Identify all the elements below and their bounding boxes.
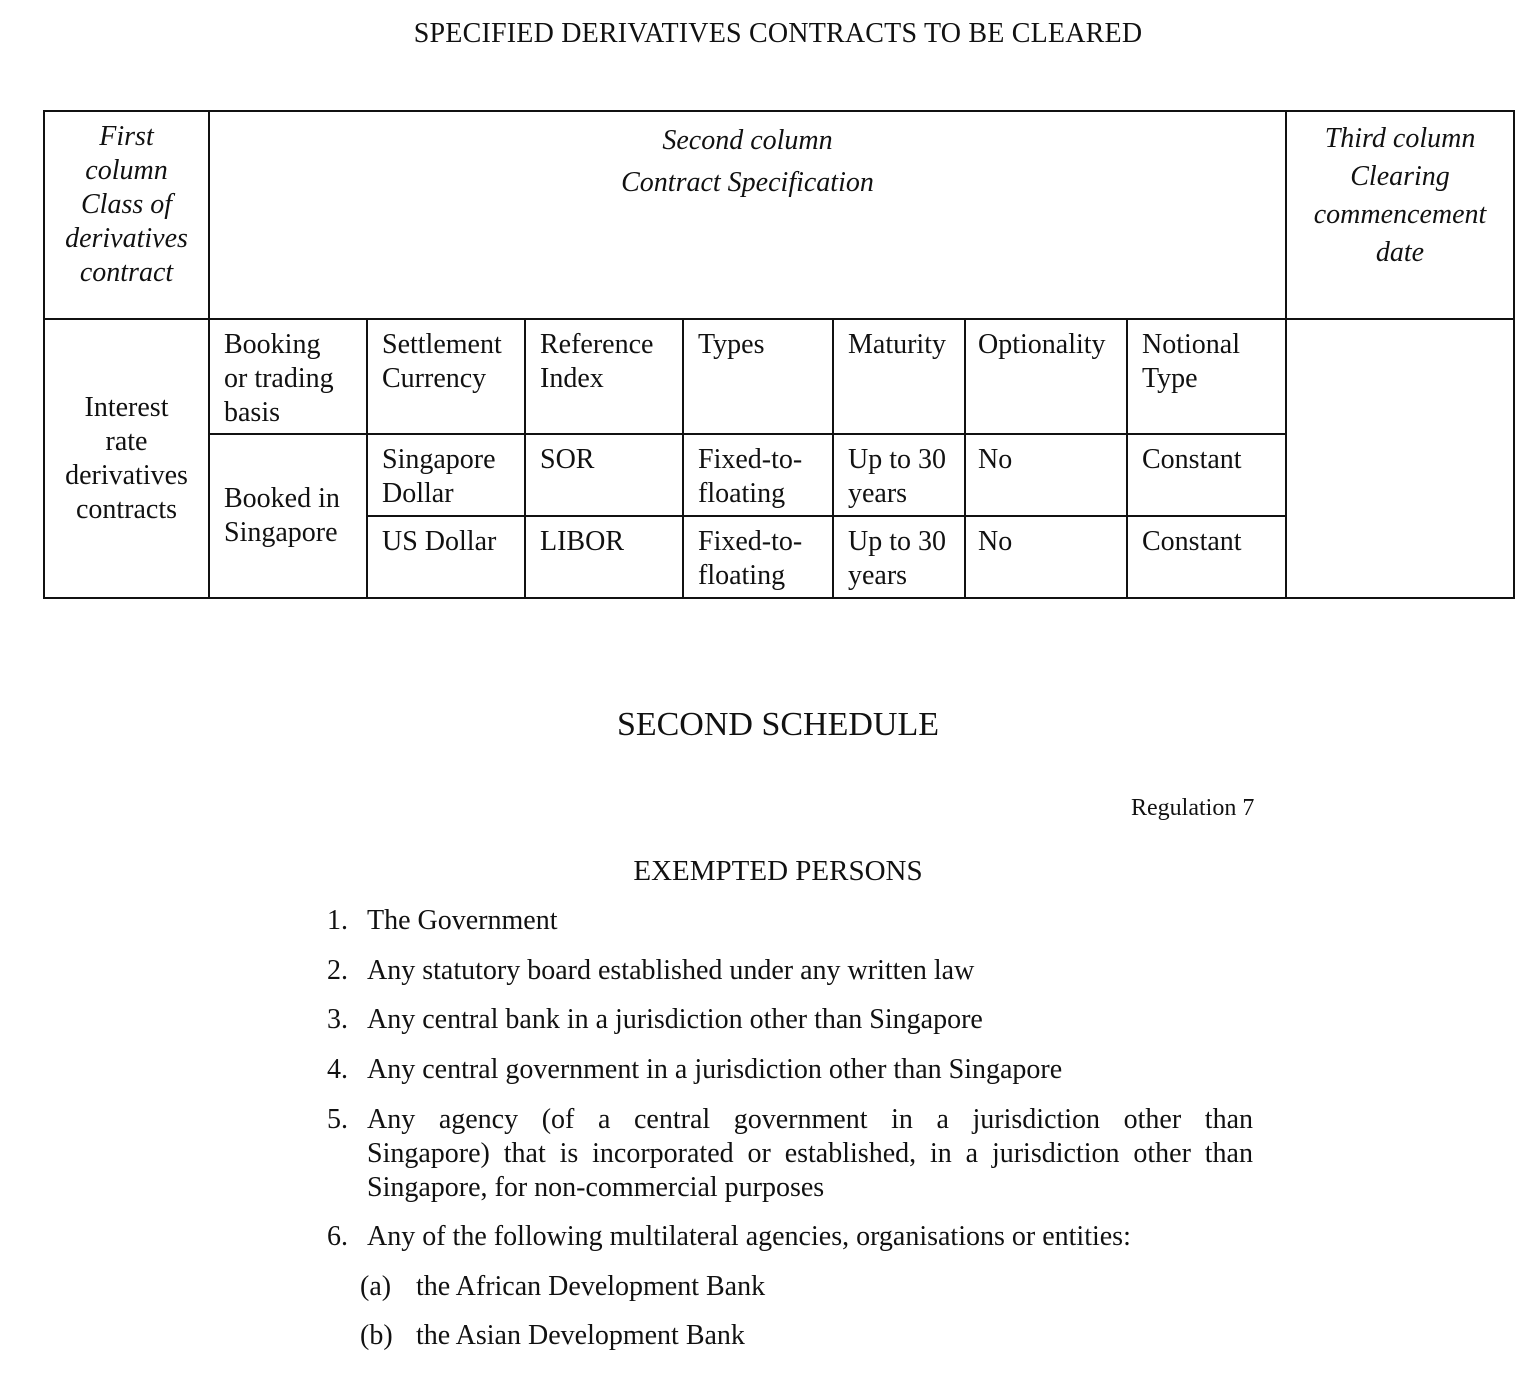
row2-notional: Constant <box>1127 516 1286 598</box>
subheader-types: Types <box>683 319 833 434</box>
header-line: date <box>1375 237 1425 268</box>
schedule-title: SECOND SCHEDULE <box>616 706 940 743</box>
subheader-settlement: Settlement Currency <box>367 319 525 434</box>
header-third-column <box>1286 111 1514 319</box>
row1-reference: SOR <box>525 434 683 516</box>
header-line: contract <box>79 257 174 288</box>
row2-reference: LIBOR <box>525 516 683 598</box>
class-cell <box>44 319 209 598</box>
row2-maturity: Up to 30 years <box>833 516 965 598</box>
class-line: Interest <box>84 391 169 423</box>
class-line: contracts <box>75 493 178 525</box>
header-line: First <box>99 121 154 152</box>
header-line: column <box>85 155 168 186</box>
row1-maturity: Up to 30 years <box>833 434 965 516</box>
class-line: rate <box>105 425 148 457</box>
class-line: derivatives <box>65 459 188 491</box>
header-line: Contract Specification <box>621 167 874 198</box>
header-line: Class of <box>80 189 173 220</box>
subheader-notional: Notional Type <box>1127 319 1286 434</box>
header-line: Clearing <box>1350 161 1450 192</box>
subheader-booking: Booking or trading basis <box>209 319 367 434</box>
row1-types: Fixed-to- floating <box>683 434 833 516</box>
row2-optionality: No <box>965 516 1127 598</box>
header-first-column <box>44 111 209 319</box>
derivatives-contracts-table <box>43 110 1515 599</box>
page-heading: SPECIFIED DERIVATIVES CONTRACTS TO BE CLEARED <box>413 18 1143 49</box>
header-second-column <box>209 111 1286 319</box>
row1-settlement: Singapore Dollar <box>367 434 525 516</box>
header-line: Second column <box>662 125 833 156</box>
header-line: Third column <box>1324 123 1476 154</box>
booking-value-cell: Booked in Singapore <box>209 434 367 598</box>
header-line: commencement <box>1313 199 1487 230</box>
row1-notional: Constant <box>1127 434 1286 516</box>
subheader-maturity: Maturity <box>833 319 965 434</box>
subheader-optionality: Optionality <box>965 319 1127 434</box>
exempted-persons-title: EXEMPTED PERSONS <box>633 855 923 887</box>
clearing-date-cell <box>1286 319 1514 598</box>
row2-settlement: US Dollar <box>367 516 525 598</box>
regulation-reference: Regulation 7 <box>1131 795 1255 821</box>
header-line: derivatives <box>65 223 188 254</box>
subheader-reference: Reference Index <box>525 319 683 434</box>
row2-types: Fixed-to- floating <box>683 516 833 598</box>
row1-optionality: No <box>965 434 1127 516</box>
